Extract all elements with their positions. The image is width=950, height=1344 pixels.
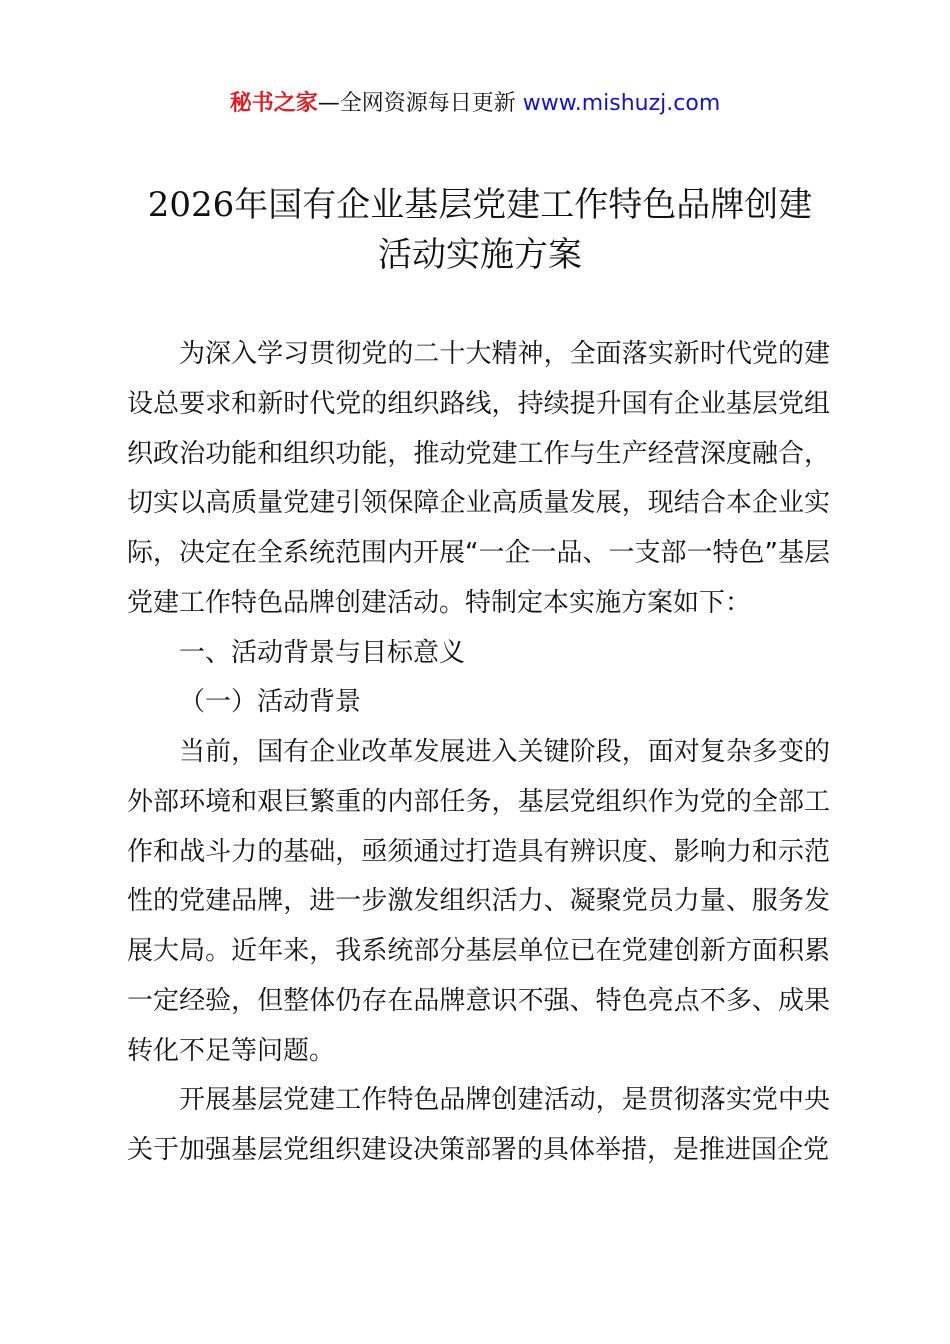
title-line-2: 活动实施方案	[378, 235, 582, 275]
site-banner	[0, 88, 950, 120]
title-line-1: 2026年国有企业基层党建工作特色品牌创建	[147, 185, 813, 225]
brand-name: 秘书之家	[229, 91, 318, 116]
banner-slogan: —全网资源每日更新	[317, 91, 516, 116]
section-heading: 一、活动背景与目标意义	[179, 637, 466, 668]
site-url-link[interactable]: www.mishuzj.com	[522, 91, 721, 116]
body-paragraph: 当前，国有企业改革发展进入关键阶段，面对复杂多变的外部环境和艰巨繁重的内部任务，基层党组织作为党的全部工作和战斗力的基础，亟须通过打造具有辨识度、影响力和示范性的党建品牌，进一步激发组织活力、凝聚党员力量、服务发展大局。近年来，我系统部分基层单位已在党建创新方面积累一定经验，但整体仍存在品牌意识不强、特色亮点不多、成果转化不足等问题。	[127, 737, 830, 1066]
body-paragraph: 开展基层党建工作特色品牌创建活动，是贯彻落实党中央关于加强基层党组织建设决策部署的具体举措，是推进国企党	[127, 1085, 830, 1165]
document-title	[100, 180, 860, 280]
subsection-heading: （一）活动背景	[179, 687, 362, 718]
document-body	[127, 330, 830, 1176]
intro-paragraph: 为深入学习贯彻党的二十大精神，全面落实新时代党的建设总要求和新时代党的组织路线，持续提升国有企业基层党组织政治功能和组织功能，推动党建工作与生产经营深度融合，切实以高质量党建引领保障企业高质量发展，现结合本企业实际，决定在全系统范围内开展“一企一品、一支部一特色”基层党建工作特色品牌创建活动。特制定本实施方案如下：	[127, 339, 830, 618]
